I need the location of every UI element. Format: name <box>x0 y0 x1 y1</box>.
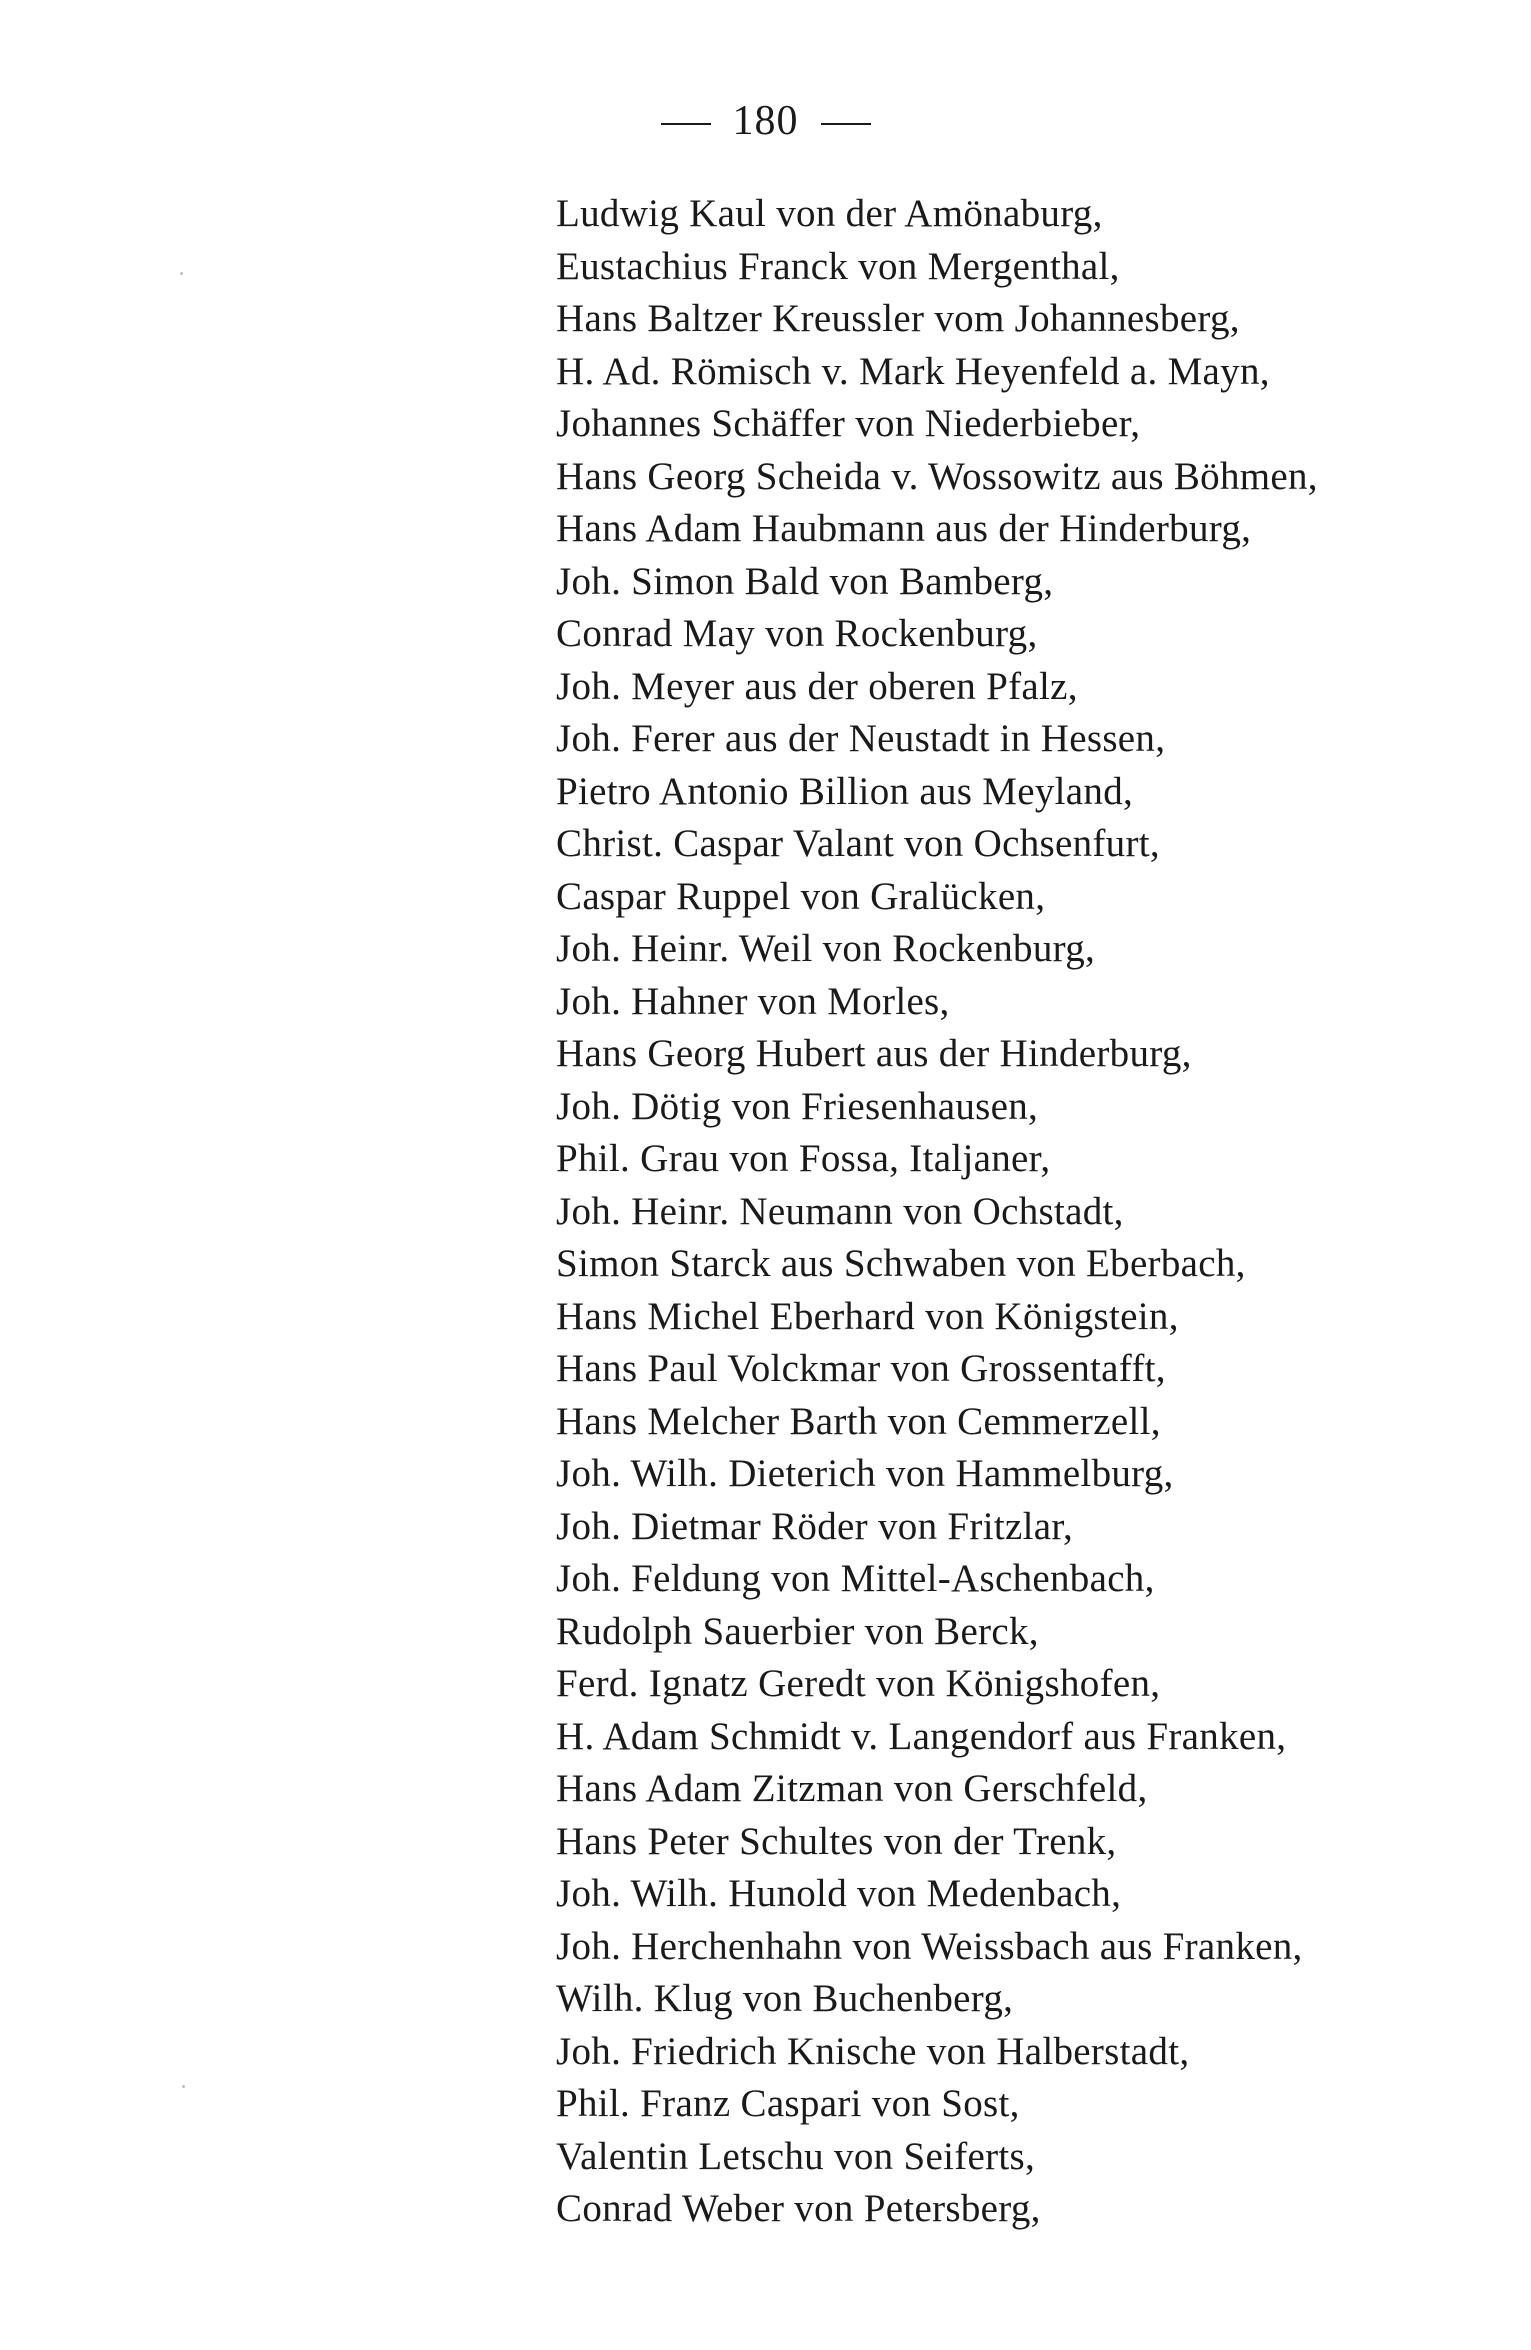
left-dash <box>661 123 711 125</box>
list-item: Hans Georg Hubert aus der Hinderburg, <box>556 1032 1192 1075</box>
list-item: Ludwig Kaul von der Amönaburg, <box>556 192 1103 235</box>
list-item: Joh. Heinr. Weil von Rockenburg, <box>556 927 1096 970</box>
list-item: Conrad Weber von Petersberg, <box>556 2187 1041 2230</box>
list-item: Phil. Grau von Fossa, Italjaner, <box>556 1137 1051 1180</box>
list-item: Pietro Antonio Billion aus Meyland, <box>556 769 1134 813</box>
list-item: Joh. Simon Bald von Bamberg, <box>556 559 1054 603</box>
list-item: Hans Adam Zitzman von Gerschfeld, <box>556 1767 1148 1810</box>
list-item: Hans Paul Volckmar von Grossentafft, <box>556 1347 1166 1390</box>
list-item: Hans Melcher Barth von Cemmerzell, <box>556 1399 1161 1443</box>
list-item: Simon Starck aus Schwaben von Eberbach, <box>556 1242 1246 1285</box>
list-item: Joh. Meyer aus der oberen Pfalz, <box>556 664 1078 708</box>
list-item: H. Adam Schmidt v. Langendorf aus Franken, <box>556 1714 1287 1758</box>
list-item: Hans Adam Haubmann aus der Hinderburg, <box>556 507 1252 550</box>
list-item: Christ. Caspar Valant von Ochsenfurt, <box>556 822 1160 865</box>
list-item: Conrad May von Rockenburg, <box>556 612 1038 655</box>
list-item: Rudolph Sauerbier von Berck, <box>556 1609 1039 1653</box>
list-item: Caspar Ruppel von Gralücken, <box>556 874 1046 918</box>
list-item: Joh. Heinr. Neumann von Ochstadt, <box>556 1189 1124 1233</box>
list-item: Hans Baltzer Kreussler vom Johannesberg, <box>556 297 1240 340</box>
list-item: Johannes Schäffer von Niederbieber, <box>556 402 1141 445</box>
list-item: Wilh. Klug von Buchenberg, <box>556 1977 1014 2020</box>
list-item: Eustachius Franck von Mergenthal, <box>556 244 1120 288</box>
name-list <box>556 188 1456 2236</box>
list-item: Joh. Wilh. Hunold von Medenbach, <box>556 1872 1122 1915</box>
list-item: Joh. Ferer aus der Neustadt in Hessen, <box>556 717 1166 760</box>
right-dash <box>821 123 871 125</box>
list-item: Valentin Letschu von Seiferts, <box>556 2134 1036 2178</box>
list-item: Joh. Feldung von Mittel-Aschenbach, <box>556 1557 1155 1600</box>
page-number-header <box>0 96 1531 146</box>
list-item: Joh. Dietmar Röder von Fritzlar, <box>556 1504 1074 1548</box>
list-item: Hans Georg Scheida v. Wossowitz aus Böhmen, <box>556 454 1318 498</box>
list-item: Joh. Hahner von Morles, <box>556 979 950 1023</box>
page-number: 180 <box>732 98 799 144</box>
list-item: H. Ad. Römisch v. Mark Heyenfeld a. Mayn, <box>556 349 1270 393</box>
paper-speck <box>182 2085 185 2088</box>
list-item: Joh. Dötig von Friesenhausen, <box>556 1084 1039 1128</box>
list-item: Hans Michel Eberhard von Königstein, <box>556 1294 1179 1338</box>
list-item: Phil. Franz Caspari von Sost, <box>556 2082 1020 2125</box>
paper-speck <box>180 272 183 275</box>
list-item: Joh. Herchenhahn von Weissbach aus Franken, <box>556 1924 1303 1968</box>
list-item: Joh. Wilh. Dieterich von Hammelburg, <box>556 1452 1174 1495</box>
list-item: Ferd. Ignatz Geredt von Königshofen, <box>556 1662 1161 1705</box>
list-item: Joh. Friedrich Knische von Halberstadt, <box>556 2029 1190 2073</box>
list-item: Hans Peter Schultes von der Trenk, <box>556 1819 1117 1863</box>
